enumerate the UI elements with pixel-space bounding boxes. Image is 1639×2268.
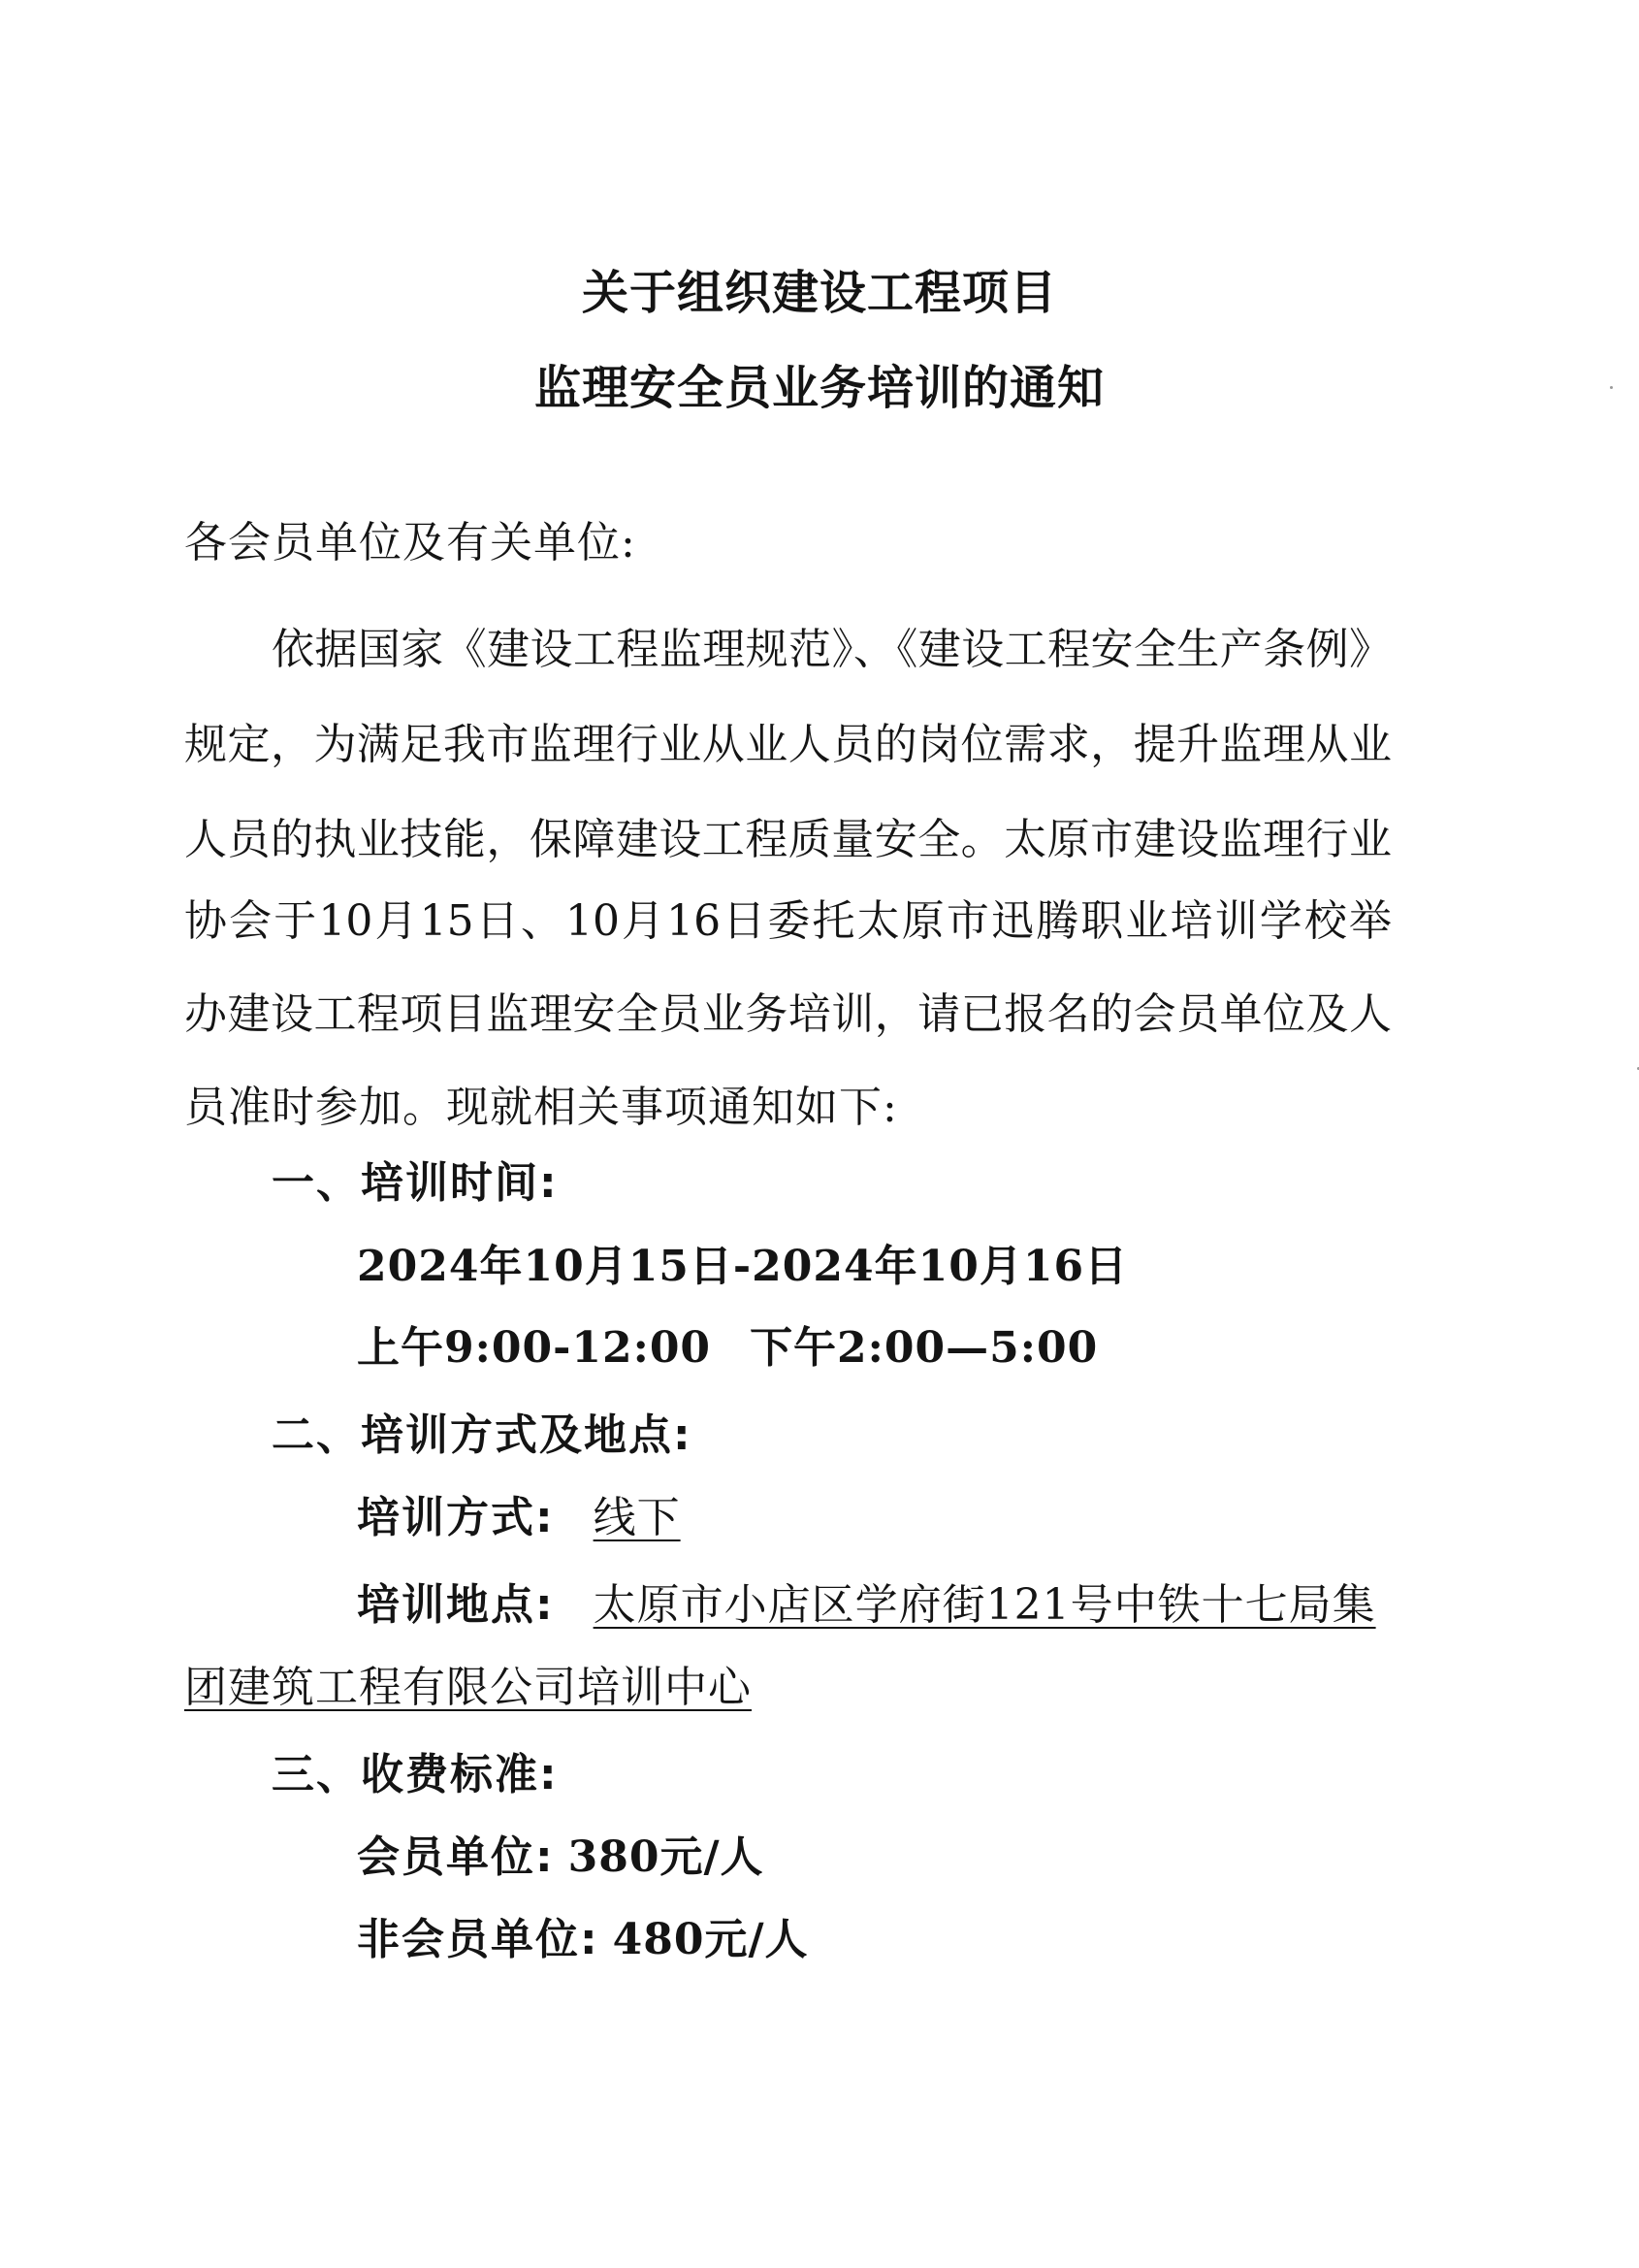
- body-line-2: 规定，为满足我市监理行业从业人员的岗位需求，提升监理从业: [184, 720, 1392, 769]
- training-mode: [357, 1489, 681, 1547]
- body-line-3: 人员的执业技能，保障建设工程质量安全。太原市建设监理行业: [184, 815, 1392, 864]
- training-location-label: 培训地点:: [357, 1580, 555, 1630]
- body-line-6: 员准时参加。现就相关事项通知如下:: [184, 1083, 898, 1132]
- body-line-1: 依据国家《建设工程监理规范》、《建设工程安全生产条例》: [272, 625, 1392, 674]
- training-hours: [357, 1319, 1098, 1377]
- body-line-4: 协会于10月15日、10月16日委托太原市迅腾职业培训学校举: [184, 896, 1392, 946]
- nonmember-fee-label: 非会员单位:: [357, 1915, 599, 1964]
- training-date-range: 2024年10月15日-2024年10月16日: [357, 1242, 1129, 1291]
- afternoon-hours: 下午2:00—5:00: [750, 1323, 1099, 1373]
- section-3-heading: 三、收费标准:: [272, 1750, 559, 1799]
- training-location: [357, 1576, 1376, 1635]
- member-fee-label: 会员单位:: [357, 1832, 555, 1882]
- nonmember-fee-line: [357, 1911, 809, 1969]
- training-mode-value: 线下: [593, 1493, 681, 1542]
- member-fee-line: [357, 1829, 764, 1887]
- title-line-2: 监理安全员业务培训的通知: [533, 361, 1105, 415]
- title-line-1: 关于组织建设工程项目: [581, 266, 1057, 320]
- body-line-5: 办建设工程项目监理安全员业务培训，请已报名的会员单位及人: [184, 989, 1392, 1039]
- training-location-value-1: 太原市小店区学府街121号中铁十七局集: [593, 1580, 1376, 1630]
- morning-hours: 上午9:00-12:00: [357, 1323, 712, 1373]
- training-location-continued: [184, 1659, 752, 1717]
- training-location-value-2: 团建筑工程有限公司培训中心: [184, 1663, 752, 1712]
- section-1-heading: 一、培训时间:: [272, 1158, 559, 1208]
- member-fee-value: 380元/人: [567, 1832, 764, 1882]
- section-2-heading: 二、培训方式及地点:: [272, 1410, 692, 1460]
- salutation: 各会员单位及有关单位:: [184, 518, 636, 567]
- scan-speck: [1610, 386, 1613, 389]
- training-mode-label: 培训方式:: [357, 1493, 555, 1542]
- nonmember-fee-value: 480元/人: [612, 1915, 809, 1964]
